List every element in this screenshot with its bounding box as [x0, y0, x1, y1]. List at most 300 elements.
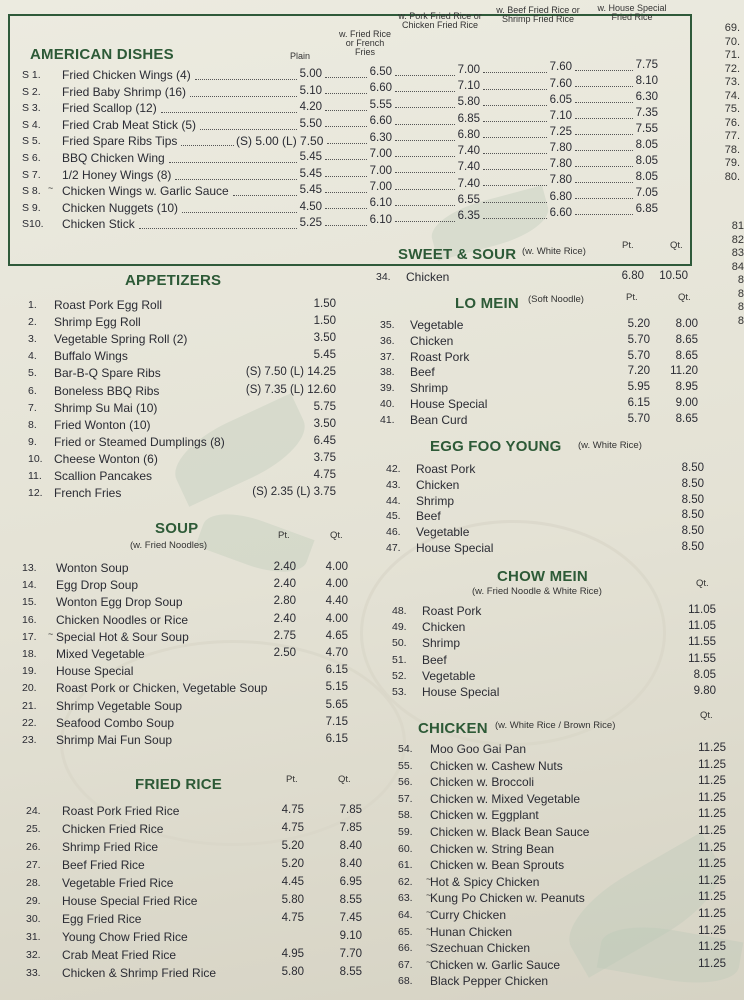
price: 6.95: [339, 876, 362, 888]
chicken-subtitle: (w. White Rice / Brown Rice): [495, 720, 616, 731]
egg-foo-young-subtitle: (w. White Rice): [578, 440, 642, 451]
price: 7.00: [369, 148, 392, 161]
item-number: 45.: [386, 510, 401, 523]
price: (S) 7.50 (L) 14.25: [245, 366, 336, 379]
item-number: 43.: [386, 478, 401, 491]
item-name: Special Hot & Sour Soup: [56, 629, 189, 644]
dot-leader: [200, 129, 297, 130]
price: 1.50: [313, 315, 336, 328]
price: 6.60: [369, 115, 392, 128]
dot-leader: [325, 176, 367, 177]
price: 7.70: [339, 948, 362, 960]
dot-leader: [169, 162, 297, 163]
price: 7.40: [457, 145, 480, 158]
dot-leader: [395, 172, 455, 173]
cut-off-item-number: 76.: [724, 116, 740, 129]
dot-leader: [575, 182, 633, 183]
item-number: 58.: [398, 809, 413, 822]
column-header: Plain: [289, 51, 310, 61]
item-number: 55.: [398, 759, 413, 772]
price: 4.20: [299, 101, 322, 114]
dot-leader: [575, 150, 633, 151]
item-number: S 8.: [22, 185, 41, 198]
price: 7.00: [369, 180, 392, 193]
item-name: Shrimp Egg Roll: [54, 315, 141, 330]
item-number: 42.: [386, 463, 401, 475]
item-name: Bean Curd: [410, 412, 468, 427]
item-number: 51.: [392, 653, 407, 666]
price: 7.60: [549, 77, 572, 90]
price: 11.25: [698, 742, 726, 754]
item-number: 6.: [28, 384, 37, 397]
item-number: S10.: [22, 218, 44, 231]
price: 4.95: [281, 948, 304, 960]
item-number: 5.: [28, 367, 37, 380]
item-name: Chicken Wings w. Garlic Sauce: [62, 184, 229, 199]
dot-leader: [483, 105, 547, 106]
dot-leader: [395, 75, 455, 76]
column-header: w. Pork Fried Rice or Chicken Fried Rice: [398, 11, 482, 30]
item-number: 21.: [22, 699, 37, 712]
item-number: 4.: [28, 350, 37, 363]
cut-off-item-number: 8: [737, 287, 744, 300]
item-number: 19.: [22, 665, 37, 678]
price: 9.80: [693, 685, 716, 697]
spicy-icon: ~: [48, 628, 54, 639]
sweet-sour-subtitle: (w. White Rice): [522, 246, 586, 257]
dot-leader: [139, 228, 297, 229]
item-number: S 3.: [22, 102, 41, 115]
item-name: Fried or Steamed Dumplings (8): [54, 434, 225, 449]
item-name: Chicken Noodles or Rice: [56, 612, 189, 627]
price: 7.40: [457, 177, 480, 190]
item-name: Chicken w. Broccoli: [430, 775, 535, 790]
qt-header: Qt.: [678, 292, 691, 303]
price: 7.10: [457, 79, 480, 92]
dot-leader: [575, 86, 633, 87]
price: 8.50: [681, 493, 704, 506]
american-dishes-title: AMERICAN DISHES: [30, 46, 174, 63]
price: 8.55: [339, 966, 362, 978]
soup-subtitle: (w. Fried Noodles): [130, 540, 208, 551]
item-number: 7.: [28, 401, 37, 414]
fried-rice-title: FRIED RICE: [135, 776, 223, 793]
price: 6.35: [457, 210, 480, 223]
dot-leader: [175, 179, 296, 180]
item-name: Hot & Spicy Chicken: [430, 874, 540, 889]
price: 4.45: [281, 876, 304, 888]
price: 5.80: [457, 96, 480, 109]
cut-off-item-number: 8: [737, 274, 744, 286]
price: 9.00: [675, 397, 698, 409]
item-name: Vegetable: [410, 318, 464, 332]
price: 7.80: [549, 142, 572, 155]
item-number: S 6.: [22, 152, 41, 164]
spicy-icon: ~: [426, 956, 432, 967]
cut-off-item-number: 80.: [724, 170, 740, 183]
item-name: Chicken w. String Bean: [430, 841, 555, 856]
item-name: Young Chow Fried Rice: [62, 930, 188, 944]
price: 7.40: [457, 161, 480, 174]
price: 11.05: [688, 604, 716, 616]
price: (S) 2.35 (L) 3.75: [252, 486, 336, 499]
dot-leader: [325, 159, 367, 160]
item-name: Curry Chicken: [430, 908, 507, 922]
price: 5.70: [627, 333, 650, 346]
dot-leader: [575, 70, 633, 71]
item-number: 67.: [398, 958, 413, 971]
item-number: 54.: [398, 743, 413, 755]
dot-leader: [161, 112, 297, 113]
item-number: 13.: [22, 562, 37, 574]
price: 8.10: [635, 75, 658, 88]
dot-leader: [395, 140, 455, 141]
item-number: 37.: [380, 350, 395, 363]
pt-header: Pt.: [286, 774, 298, 785]
item-name: Chicken Nuggets (10): [62, 200, 179, 215]
dot-leader: [190, 96, 297, 97]
spicy-icon: ~: [48, 183, 54, 194]
cut-off-item-number: 70.: [724, 35, 740, 48]
dot-leader: [325, 126, 367, 127]
item-name: Vegetable Spring Roll (2): [54, 332, 188, 347]
price: 11.25: [698, 858, 726, 871]
column-header: w. Fried Rice or French Fries: [338, 29, 391, 57]
item-name: French Fries: [54, 486, 122, 501]
price: 5.20: [281, 840, 304, 852]
item-name: Chicken: [410, 333, 454, 348]
item-name: BBQ Chicken Wing: [62, 151, 165, 165]
item-name: Shrimp: [416, 493, 455, 508]
item-name: Boneless BBQ Ribs: [54, 383, 160, 398]
price: 3.75: [313, 451, 336, 464]
item-name: Shrimp: [422, 636, 461, 651]
price: 5.20: [627, 318, 650, 330]
item-number: 12.: [28, 487, 43, 500]
item-number: 68.: [398, 975, 413, 988]
price: 5.15: [325, 681, 348, 694]
item-name: Mixed Vegetable: [56, 647, 145, 661]
pt-header: Pt.: [622, 240, 634, 251]
item-name: Shrimp Su Mai (10): [54, 400, 158, 415]
item-name: Roast Pork or Chicken, Vegetable Soup: [56, 681, 268, 696]
price: 7.45: [339, 912, 362, 924]
qt-header: Qt.: [670, 240, 683, 251]
price: 11.05: [688, 620, 716, 633]
dot-leader: [325, 77, 367, 78]
price: 8.50: [681, 541, 704, 553]
dot-leader: [483, 153, 547, 154]
cut-off-item-number: 69.: [724, 22, 740, 34]
price: 8.55: [339, 894, 362, 906]
item-number: 38.: [380, 366, 395, 379]
price: 8.05: [635, 139, 658, 152]
item-name: Vegetable: [416, 525, 470, 540]
item-name: Crab Meat Fried Rice: [62, 948, 177, 962]
item-name: Chicken: [416, 477, 460, 492]
cut-off-item-number: 8: [737, 314, 744, 327]
dot-leader: [325, 225, 367, 226]
item-number: 39.: [380, 382, 395, 395]
price: 11.25: [698, 775, 726, 788]
cut-off-item-number: 83: [731, 247, 744, 259]
egg-foo-young-title: EGG FOO YOUNG: [430, 438, 562, 455]
lo-mein-subtitle: (Soft Noodle): [528, 294, 584, 305]
dot-leader: [483, 202, 547, 203]
price: 7.80: [549, 174, 572, 187]
item-name: Shrimp Vegetable Soup: [56, 698, 183, 713]
item-name: Fried Scallop (12): [62, 101, 157, 116]
pt-header: Pt.: [626, 292, 638, 303]
dot-leader: [395, 205, 455, 206]
item-number: 64.: [398, 909, 413, 921]
item-number: 52.: [392, 669, 407, 682]
price: 5.75: [313, 400, 336, 413]
item-number: 62.: [398, 875, 413, 888]
price: 5.45: [299, 184, 322, 197]
price: 4.75: [281, 804, 304, 816]
item-number: 65.: [398, 925, 413, 938]
item-number: 15.: [22, 596, 37, 609]
price: 7.85: [339, 804, 362, 816]
item-number: 31.: [26, 931, 41, 943]
item-number: S 1.: [22, 69, 41, 81]
item-number: 27.: [26, 859, 41, 871]
item-number: 36.: [380, 334, 395, 347]
price: 11.25: [698, 924, 726, 937]
price: 4.75: [281, 912, 304, 924]
item-name: Cheese Wonton (6): [54, 451, 158, 466]
dot-leader: [483, 72, 547, 73]
price: 5.45: [313, 349, 336, 362]
dot-leader: [575, 134, 633, 135]
item-name: House Special: [422, 685, 500, 699]
item-name: Buffalo Wings: [54, 349, 128, 364]
item-number: 2.: [28, 316, 37, 329]
item-name: Kung Po Chicken w. Peanuts: [430, 891, 585, 906]
item-number: 40.: [380, 398, 395, 410]
item-number: 47.: [386, 542, 401, 554]
price: 10.50: [659, 270, 688, 282]
price: 7.20: [627, 365, 650, 378]
item-name: Fried Baby Shrimp (16): [62, 84, 187, 99]
dot-leader: [483, 137, 547, 138]
price: 11.25: [698, 941, 726, 954]
price: 11.25: [698, 841, 726, 854]
item-name: Chicken Stick: [62, 217, 135, 232]
item-number: 16.: [22, 613, 37, 626]
item-name: Egg Drop Soup: [56, 578, 139, 593]
item-name: Fried Wonton (10): [54, 417, 151, 432]
price: 8.05: [635, 155, 658, 168]
item-number: 17.: [22, 630, 37, 643]
item-name: Scallion Pancakes: [54, 469, 153, 483]
price: 7.60: [549, 61, 572, 74]
appetizers-title: APPETIZERS: [125, 272, 222, 289]
price: 11.25: [698, 874, 726, 887]
price: 4.50: [299, 200, 322, 213]
price: 6.55: [457, 194, 480, 206]
price: 11.20: [670, 365, 698, 378]
dot-leader: [483, 185, 547, 186]
item-name: Bar-B-Q Spare Ribs: [54, 366, 161, 381]
price: 2.40: [273, 578, 296, 591]
item-name: Beef: [422, 652, 447, 667]
dot-leader: [233, 195, 297, 196]
spicy-icon: ~: [426, 940, 432, 951]
lo-mein-title: LO MEIN: [455, 295, 519, 312]
item-number: 50.: [392, 637, 407, 650]
spicy-icon: ~: [426, 907, 432, 917]
item-number: 57.: [398, 792, 413, 805]
dot-leader: [483, 89, 547, 90]
chicken-title: CHICKEN: [418, 720, 488, 737]
item-number: 18.: [22, 648, 37, 660]
price: 8.00: [675, 318, 698, 330]
item-name: Moo Goo Gai Pan: [430, 742, 527, 756]
dot-leader: [575, 102, 633, 103]
cut-off-item-number: 73.: [724, 76, 740, 88]
item-name: Fried Spare Ribs Tips: [62, 134, 178, 149]
price: 6.10: [369, 197, 392, 210]
cut-off-item-number: 74.: [724, 89, 740, 102]
price: 7.85: [339, 822, 362, 834]
item-number: 33.: [26, 967, 41, 979]
spicy-icon: ~: [426, 923, 432, 934]
price: 11.25: [698, 825, 726, 837]
item-number: 24.: [26, 805, 41, 817]
item-name: Egg Fried Rice: [62, 912, 142, 926]
price: 5.50: [299, 117, 322, 130]
price: 8.40: [339, 858, 362, 870]
item-number: 30.: [26, 913, 41, 925]
item-number: 60.: [398, 842, 413, 855]
price: 8.50: [681, 525, 704, 538]
item-name: Roast Pork: [416, 462, 476, 476]
price: 5.10: [299, 84, 322, 97]
price: 11.25: [698, 908, 726, 920]
chow-mein-title: CHOW MEIN: [497, 568, 588, 585]
price: 5.70: [627, 349, 650, 362]
dot-leader: [325, 110, 367, 111]
price: 6.80: [457, 128, 480, 141]
item-name: Vegetable Fried Rice: [62, 876, 174, 890]
price: 6.30: [635, 91, 658, 104]
item-number: 53.: [392, 686, 407, 698]
price: 7.25: [549, 126, 572, 138]
price: 11.25: [698, 957, 726, 970]
price: 5.80: [281, 966, 304, 978]
price: 4.00: [325, 612, 348, 625]
price: 11.55: [688, 636, 716, 649]
item-name: Roast Pork: [422, 604, 482, 618]
dot-leader: [395, 156, 455, 157]
item-number: 26.: [26, 841, 41, 853]
item-number: 3.: [28, 333, 37, 346]
dot-leader: [195, 79, 297, 80]
price: 6.15: [325, 664, 348, 677]
price: 6.50: [369, 65, 392, 78]
spicy-icon: ~: [426, 890, 432, 901]
price: 6.60: [549, 206, 572, 219]
item-number: 63.: [398, 892, 413, 905]
item-number: 22.: [22, 716, 37, 729]
price: 6.60: [369, 82, 392, 95]
price: 8.65: [675, 333, 698, 346]
item-number: 56.: [398, 776, 413, 789]
item-number: 34.: [376, 271, 391, 283]
price: 5.70: [627, 412, 650, 425]
price: 11.55: [688, 652, 716, 665]
pt-header: Pt.: [278, 530, 290, 541]
price: 8.65: [675, 412, 698, 425]
price: 11.25: [698, 891, 726, 904]
dot-leader: [325, 93, 367, 94]
column-header: w. House Special Fried Rice: [597, 3, 667, 22]
item-number: S 9.: [22, 201, 41, 214]
item-number: S 5.: [22, 135, 41, 148]
item-name: Black Pepper Chicken: [430, 974, 549, 989]
price: 3.50: [313, 417, 336, 430]
price: 4.75: [313, 469, 336, 481]
item-number: 66.: [398, 942, 413, 955]
price: 5.20: [281, 858, 304, 870]
item-name: Chicken & Shrimp Fried Rice: [62, 966, 217, 980]
item-name: Chicken w. Cashew Nuts: [430, 758, 563, 773]
price: 8.50: [681, 462, 704, 474]
price: 7.00: [457, 63, 480, 76]
item-number: 11.: [28, 470, 42, 482]
item-number: 48.: [392, 605, 407, 617]
price: 11.25: [698, 808, 726, 821]
item-name: Shrimp Mai Fun Soup: [56, 733, 173, 747]
dot-leader: [395, 221, 455, 222]
qt-header: Qt.: [338, 774, 351, 785]
qt-header: Qt.: [700, 710, 713, 721]
price: (S) 7.35 (L) 12.60: [245, 383, 336, 396]
item-name: Chicken w. Bean Sprouts: [430, 858, 565, 873]
cut-off-item-number: 77.: [724, 130, 740, 142]
price: 4.00: [325, 561, 348, 573]
price: 6.45: [313, 434, 336, 447]
item-name: Seafood Combo Soup: [56, 715, 175, 730]
price: 4.70: [325, 647, 348, 659]
dot-leader: [575, 166, 633, 167]
price: 3.50: [313, 332, 336, 345]
item-name: Roast Pork Egg Roll: [54, 298, 163, 312]
price: 4.40: [325, 595, 348, 608]
dot-leader: [325, 208, 367, 209]
item-name: Shrimp Fried Rice: [62, 840, 159, 854]
price: 9.10: [339, 930, 362, 942]
price: 5.65: [325, 698, 348, 711]
item-name: Vegetable: [422, 668, 476, 683]
item-number: 61.: [398, 859, 413, 872]
price: 6.15: [627, 397, 650, 409]
column-header: w. Beef Fried Rice or Shrimp Fried Rice: [496, 5, 580, 24]
item-name: Szechuan Chicken: [430, 941, 531, 956]
dot-leader: [483, 169, 547, 170]
dot-leader: [395, 107, 455, 108]
price: 7.75: [635, 59, 658, 72]
price: 5.80: [281, 894, 304, 906]
spicy-icon: ~: [426, 873, 432, 884]
item-name: Roast Pork Fried Rice: [62, 804, 180, 818]
item-number: 29.: [26, 895, 41, 907]
leaf-decoration: [195, 503, 314, 584]
price: 6.30: [369, 131, 392, 144]
price: 8.95: [675, 381, 698, 394]
